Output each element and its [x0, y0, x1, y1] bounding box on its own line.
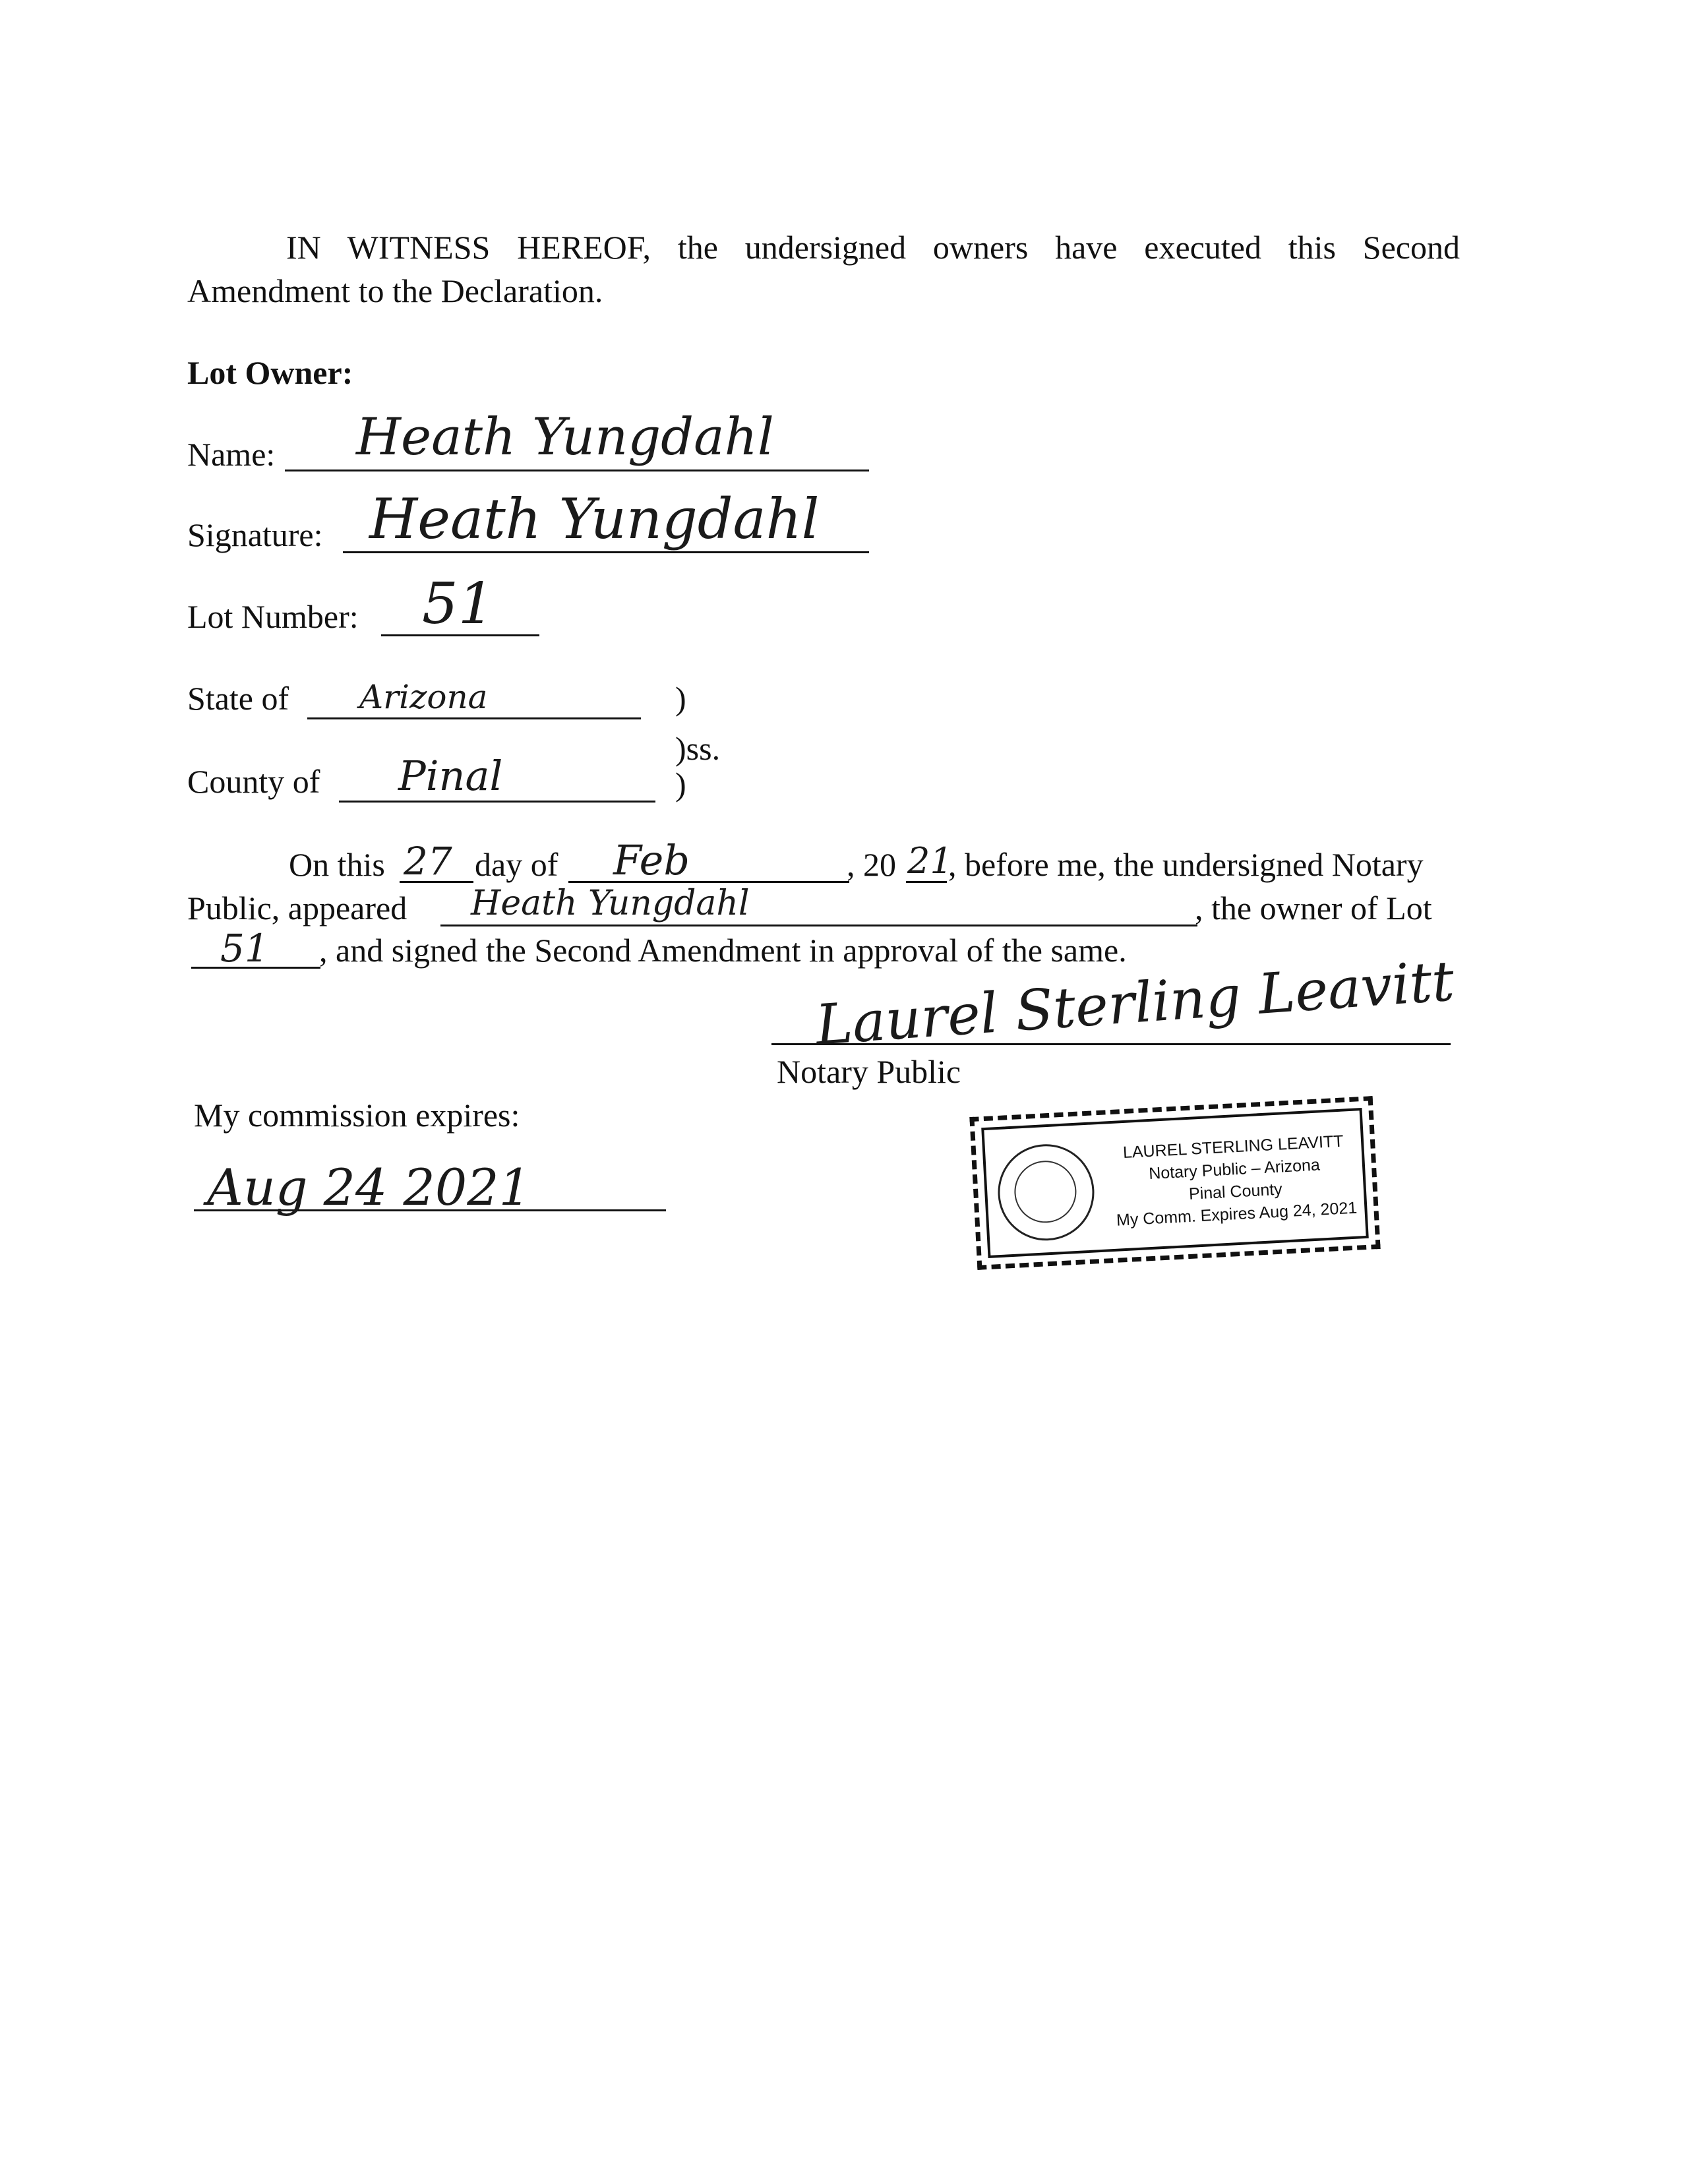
- owner-signature: Heath Yungdahl: [369, 487, 820, 551]
- year-handwritten: 21: [907, 840, 953, 882]
- state-handwritten: Arizona: [359, 678, 488, 716]
- county-paren: ): [675, 766, 686, 803]
- notary-signature: Laurel Sterling Leavitt: [813, 948, 1457, 1058]
- commission-expires-label: My commission expires:: [194, 1097, 520, 1134]
- lot-handwritten: 51: [220, 926, 269, 971]
- county-handwritten: Pinal: [398, 752, 503, 800]
- owner-of-lot-text: , the owner of Lot: [1195, 890, 1432, 926]
- signature-label: Signature:: [187, 516, 323, 553]
- witness-paragraph: IN WITNESS HEREOF, the undersigned owners have executed this Second Amendment to the Declaration.: [187, 229, 1460, 309]
- state-label: State of: [187, 680, 289, 717]
- day-of-text: day of: [475, 846, 558, 883]
- before-me-text: , before me, the undersigned Notary: [948, 846, 1424, 883]
- month-line: [568, 881, 849, 883]
- state-line: [307, 717, 641, 719]
- year-prefix: , 20: [847, 846, 896, 883]
- name-line: [285, 470, 869, 471]
- seal-center: [1013, 1159, 1078, 1225]
- signature-line: [343, 551, 869, 553]
- appeared-handwritten: Heath Yungdahl: [471, 884, 750, 923]
- signed-text: , and signed the Second Amendment in approval of the same.: [319, 932, 1127, 969]
- ss-label: )ss.: [675, 730, 721, 767]
- name-handwritten: Heath Yungdahl: [356, 408, 774, 467]
- stamp-text: [1111, 1130, 1360, 1232]
- stamp-name: LAUREL STERLING LEAVITT: [1122, 1132, 1344, 1163]
- public-appeared-text: Public, appeared: [187, 890, 407, 926]
- stamp-title: Notary Public – Arizona: [1148, 1155, 1321, 1184]
- stamp-expires: My Comm. Expires Aug 24, 2021: [1116, 1198, 1358, 1230]
- lot-owner-heading: Lot Owner:: [187, 354, 353, 391]
- lot-number-handwritten: 51: [422, 571, 495, 637]
- county-line: [339, 801, 655, 803]
- county-label: County of: [187, 763, 320, 800]
- lot-number-label: Lot Number:: [187, 598, 359, 635]
- stamp-county: Pinal County: [1188, 1180, 1283, 1203]
- day-handwritten: 27: [404, 839, 452, 884]
- month-handwritten: Feb: [613, 836, 690, 884]
- commission-handwritten: Aug 24 2021: [207, 1158, 531, 1217]
- state-paren: ): [675, 680, 686, 717]
- name-label: Name:: [187, 436, 276, 473]
- notary-stamp: [969, 1096, 1380, 1270]
- appeared-line: [440, 925, 1197, 926]
- on-this-text: On this: [289, 846, 385, 883]
- notary-public-label: Notary Public: [777, 1053, 961, 1090]
